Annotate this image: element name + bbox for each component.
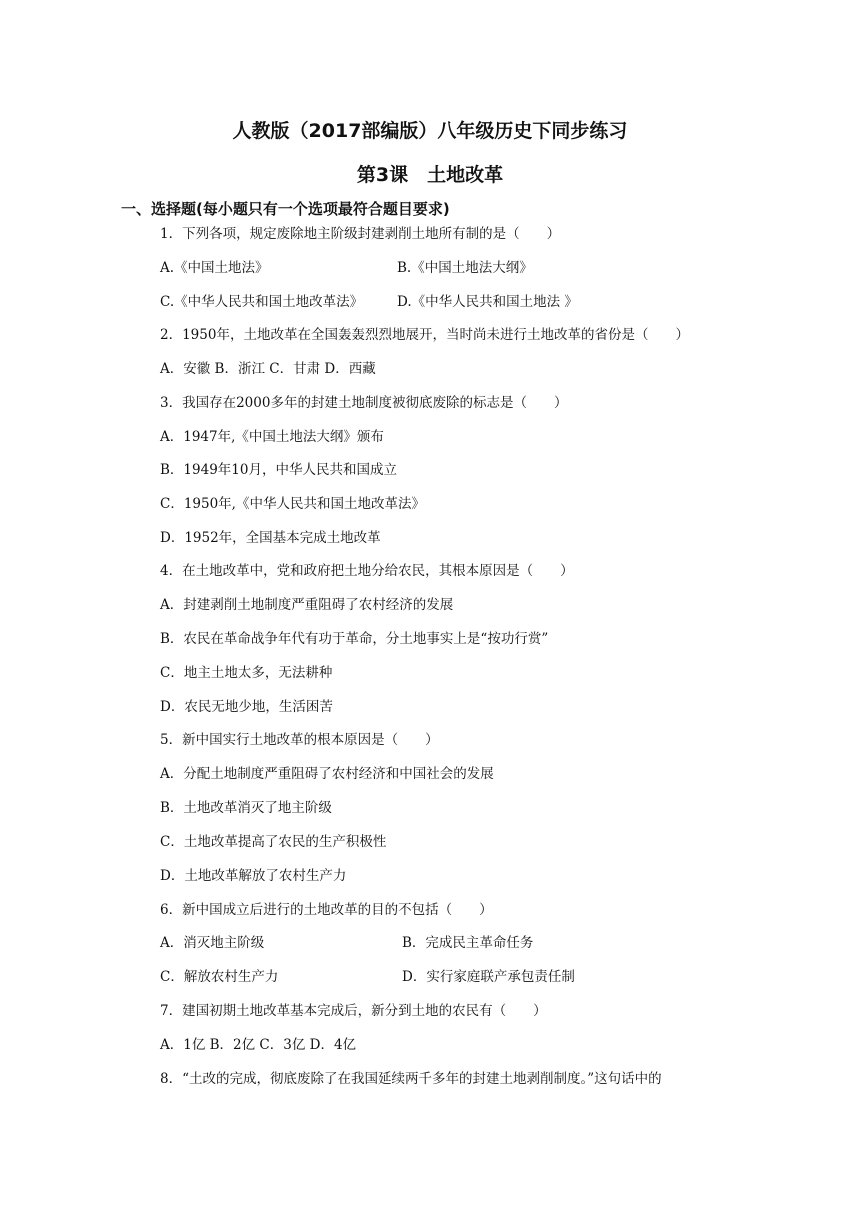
option-a: A．1947年,《中国土地法大纲》颁布	[160, 429, 384, 445]
question-stem: 5．新中国实行土地改革的根本原因是（ ）	[160, 732, 439, 748]
option-a: A.《中国土地法》	[160, 260, 269, 276]
question-stem: 3．我国存在2000多年的封建土地制度被彻底废除的标志是（ ）	[160, 395, 568, 411]
option-b: B．土地改革消灭了地主阶级	[160, 800, 332, 816]
option-c: C.《中华人民共和国土地改革法》	[160, 294, 364, 310]
question-stem: 7．建国初期土地改革基本完成后，新分到土地的农民有（ ）	[160, 1003, 547, 1019]
question-stem: 4．在土地改革中，党和政府把土地分给农民，其根本原因是（ ）	[160, 563, 574, 579]
option-a: A．消灭地主阶级	[160, 935, 265, 951]
section-heading: 一、选择题(每小题只有一个选项最符合题目要求)	[121, 200, 450, 218]
options-line: A．1亿 B．2亿 C．3亿 D．4亿	[160, 1037, 357, 1053]
document-title: 人教版（2017部编版）八年级历史下同步练习	[232, 120, 628, 142]
option-d: D．实行家庭联产承包责任制	[402, 969, 575, 985]
question-stem: 2．1950年，土地改革在全国轰轰烈烈地展开，当时尚未进行土地改革的省份是（ ）	[160, 327, 689, 343]
option-c: C．土地改革提高了农民的生产积极性	[160, 834, 387, 850]
option-a: A．分配土地制度严重阻碍了农村经济和中国社会的发展	[160, 766, 494, 782]
option-c: C．解放农村生产力	[160, 969, 279, 985]
option-b: B.《中国土地法大纲》	[397, 260, 533, 276]
option-c: C．1950年,《中华人民共和国土地改革法》	[160, 496, 425, 512]
option-d: D．1952年，全国基本完成土地改革	[160, 530, 381, 546]
option-c: C．地主土地太多，无法耕种	[160, 665, 333, 681]
option-b: B．1949年10月，中华人民共和国成立	[160, 462, 397, 478]
option-d: D．土地改革解放了农村生产力	[160, 868, 347, 884]
lesson-title: 第3课 土地改革	[356, 164, 504, 186]
option-b: B．农民在革命战争年代有功于革命，分土地事实上是“按功行赏”	[160, 631, 549, 647]
option-b: B．完成民主革命任务	[402, 935, 534, 951]
question-stem: 1．下列各项，规定废除地主阶级封建剥削土地所有制的是（ ）	[160, 226, 561, 242]
option-d: D．农民无地少地，生活困苦	[160, 699, 333, 715]
question-stem: 8．“土改的完成，彻底废除了在我国延续两千多年的封建土地剥削制度。”这句话中的	[160, 1071, 662, 1087]
option-d: D.《中华人民共和国土地法 》	[397, 294, 578, 310]
options-line: A．安徽 B．浙江 C．甘肃 D．西藏	[160, 361, 376, 377]
question-stem: 6．新中国成立后进行的土地改革的目的不包括（ ）	[160, 902, 493, 918]
option-a: A．封建剥削土地制度严重阻碍了农村经济的发展	[160, 597, 454, 613]
